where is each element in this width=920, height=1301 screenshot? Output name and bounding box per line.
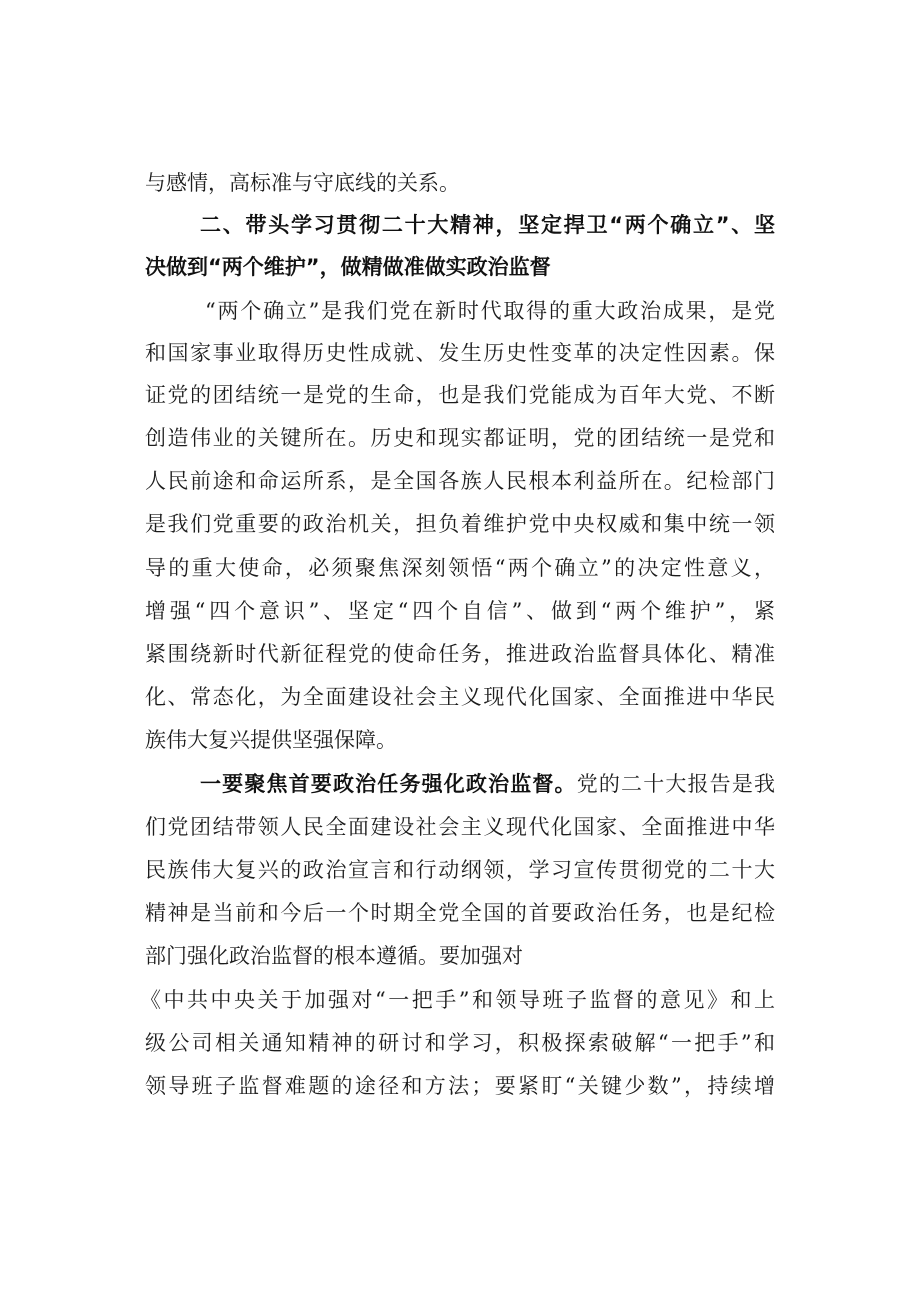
section-heading-line-2: 决做到“两个维护”，做精做准做实政治监督 xyxy=(145,255,551,279)
text-line: 导的重大使命，必须聚焦深刻领悟“两个确立”的决定性意义， xyxy=(145,556,775,580)
text-line: 人民前途和命运所系，是全国各族人民根本利益所在。纪检部门 xyxy=(145,469,775,493)
text-line: 民族伟大复兴的政治宣言和行动纲领，学习宣传贯彻党的二十大 xyxy=(145,858,775,882)
text-line: 级公司相关通知精神的研讨和学习，积极探索破解“一把手”和 xyxy=(145,1031,775,1055)
paragraph-lead-in: 一要聚焦首要政治任务强化政治监督。 xyxy=(200,772,577,796)
text-line: 与感情，高标准与守底线的关系。 xyxy=(145,171,460,195)
text-line: 化、常态化，为全面建设社会主义现代化国家、全面推进中华民 xyxy=(145,685,775,709)
text-line: 们党团结带领人民全面建设社会主义现代化国家、全面推进中华 xyxy=(145,815,775,839)
paragraph-first-line xyxy=(200,764,775,804)
text-line: 紧围绕新时代新征程党的使命任务，推进政治监督具体化、精准 xyxy=(145,642,775,666)
text-line: 族伟大复兴提供坚强保障。 xyxy=(145,728,397,752)
paragraph-continuation: 党的二十大报告是我 xyxy=(576,772,775,796)
text-line: 创造伟业的关键所在。历史和现实都证明，党的团结统一是党和 xyxy=(145,426,775,450)
paragraph-first-line: “两个确立”是我们党在新时代取得的重大政治成果，是党 xyxy=(205,299,775,323)
text-line: 是我们党重要的政治机关，担负着维护党中央权威和集中统一领 xyxy=(145,512,775,536)
text-line: 证党的团结统一是党的生命，也是我们党能成为百年大党、不断 xyxy=(145,383,775,407)
text-line: 和国家事业取得历史性成就、发生历史性变革的决定性因素。保 xyxy=(145,341,775,365)
text-line: 领导班子监督难题的途径和方法；要紧盯“关键少数”，持续增 xyxy=(145,1074,775,1098)
text-line: 部门强化政治监督的根本遵循。要加强对 xyxy=(145,944,523,968)
text-line: 增强“四个意识”、坚定“四个自信”、做到“两个维护”，紧 xyxy=(145,599,775,623)
text-line: 《中共中央关于加强对“一把手”和领导班子监督的意见》和上 xyxy=(140,988,775,1012)
text-line: 精神是当前和今后一个时期全党全国的首要政治任务，也是纪检 xyxy=(145,901,775,925)
section-heading-line-1: 二、带头学习贯彻二十大精神，坚定捍卫“两个确立”、坚 xyxy=(200,213,775,237)
